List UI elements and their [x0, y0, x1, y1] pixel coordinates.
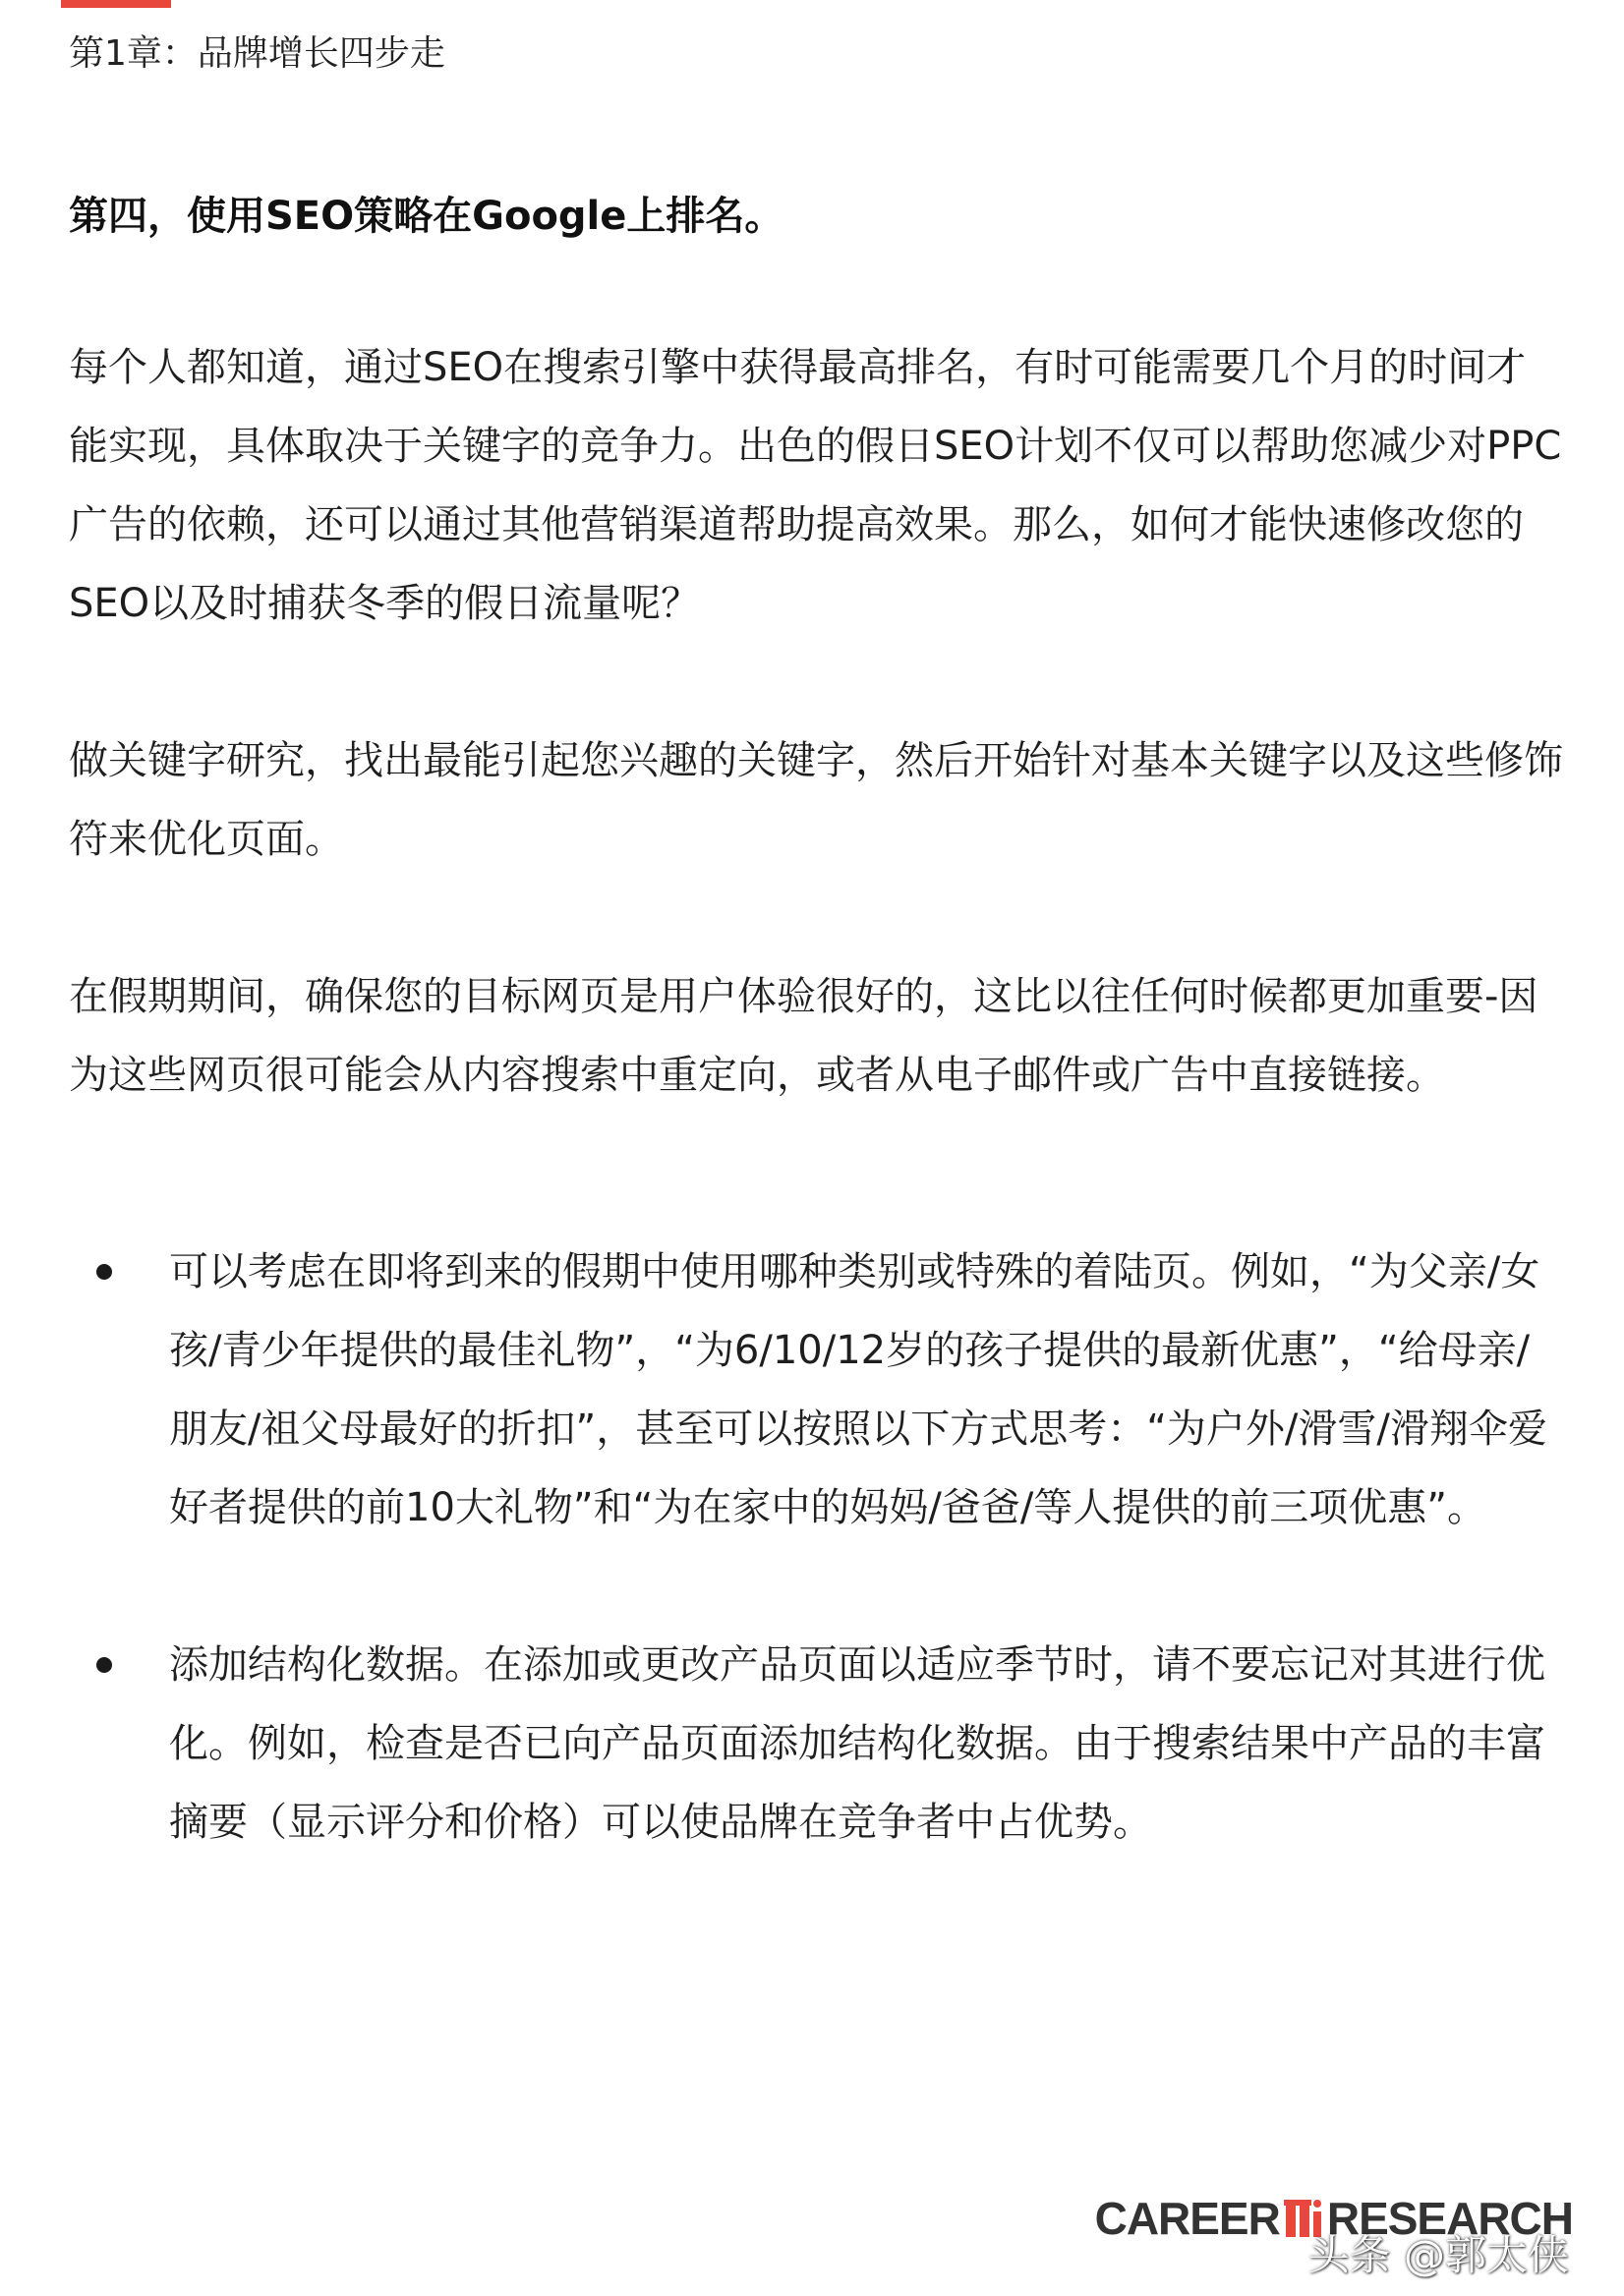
section-heading: 第四，使用SEO策略在Google上排名。 [69, 194, 784, 239]
list-item-text: 添加结构化数据。在添加或更改产品页面以适应季节时，请不要忘记对其进行优化。例如，检查是否已向产品页面添加结构化数据。由于搜索结果中产品的丰富摘要（显示评分和价格）可以使品牌在竞争者中占优势。 [169, 1642, 1545, 1845]
top-accent-bar [61, 0, 171, 8]
paragraph-1: 每个人都知道，通过SEO在搜索引擎中获得最高排名，有时可能需要几个月的时间才能实现，具体取决于关键字的竞争力。出色的假日SEO计划不仅可以帮助您减少对PPC广告的依赖，还可以通过其他营销渠道帮助提高效果。那么，如何才能快速修改您的SEO以及时捕获冬季的假日流量呢？ [69, 345, 1562, 626]
logo-text-right: RESEARCH [1326, 2193, 1573, 2244]
list-item [69, 1626, 1563, 1862]
bullet-dot-icon [96, 1264, 112, 1280]
bullet-dot-icon [96, 1657, 112, 1673]
paragraph-3: 在假期期间，确保您的目标网页是用户体验很好的，这比以往任何时候都更加重要-因为这些网页很可能会从内容搜索中重定向，或者从电子邮件或广告中直接链接。 [69, 974, 1538, 1098]
bullet-list [69, 1233, 1563, 1862]
paragraph-2: 做关键字研究，找出最能引起您兴趣的关键字，然后开始针对基本关键字以及这些修饰符来优化页面。 [69, 738, 1563, 862]
source-watermark: 头条 @郭太侠 [1307, 2231, 1569, 2279]
list-item [69, 1233, 1563, 1547]
chapter-header: 第1章：品牌增长四步走 [69, 33, 445, 74]
document-content [69, 187, 1563, 1940]
logo-text-left: CAREER [1094, 2193, 1280, 2244]
list-item-text: 可以考虑在即将到来的假期中使用哪种类别或特殊的着陆页。例如，“为父亲/女孩/青少年提供的最佳礼物”，“为6/10/12岁的孩子提供的最新优惠”，“给母亲/朋友/祖父母最好的折扣”，甚至可以按照以下方式思考：“为户外/滑雪/滑翔伞爱好者提供的前10大礼物”和“为在家中的妈妈/爸爸/等人提供的前三项优惠”。 [169, 1249, 1547, 1530]
